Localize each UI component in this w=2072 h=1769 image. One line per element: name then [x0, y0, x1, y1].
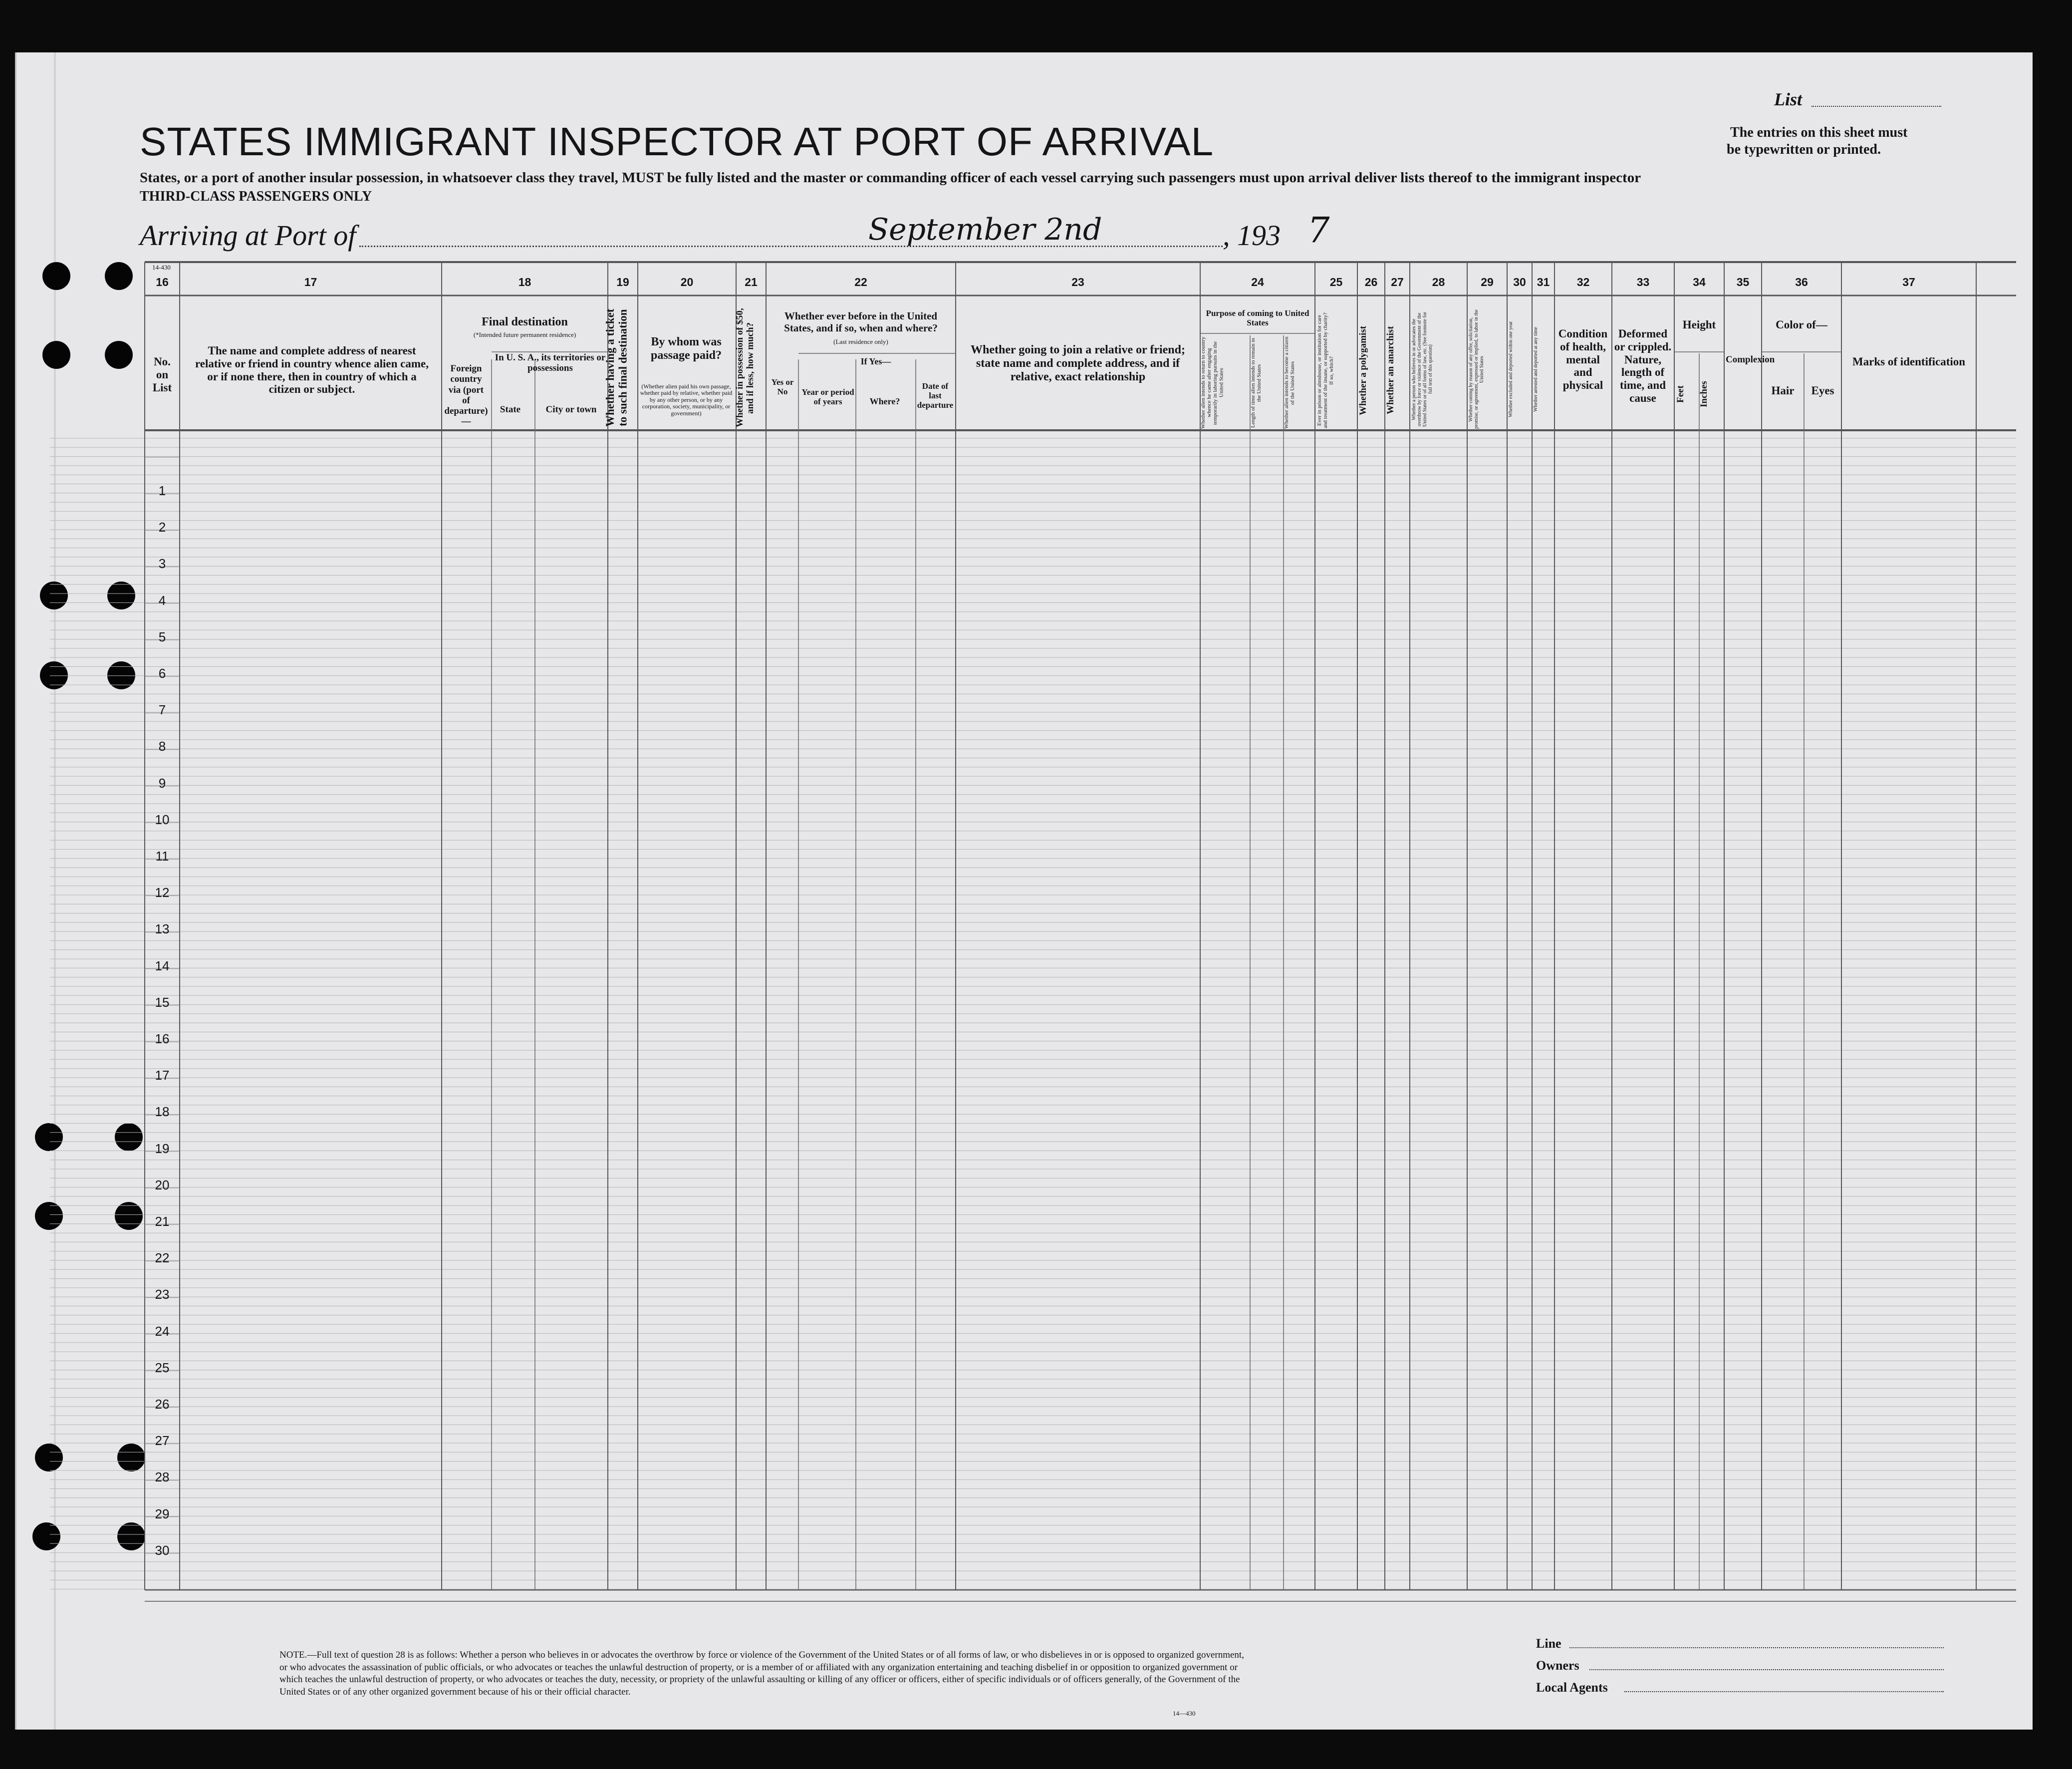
header-yes-no: Yes or No [771, 377, 794, 397]
line-label: Line [1536, 1636, 1561, 1651]
header-nearest-relative: The name and complete address of nearest relative or friend in country whence alien came, or if none there, then in country of which a citizen or subject. [195, 344, 429, 396]
col-number-30: 30 [1513, 276, 1526, 289]
row-number-24: 24 [155, 1323, 170, 1339]
header-in-usa: In U. S. A., its territories or possessions [495, 352, 606, 374]
col-number-20: 20 [680, 276, 694, 289]
row-number-3: 3 [158, 556, 166, 572]
header-eyes: Eyes [1811, 384, 1834, 397]
col-number-25: 25 [1329, 276, 1343, 289]
col-number-18: 18 [518, 276, 531, 289]
header-marks: Marks of identification [1852, 355, 1966, 368]
header-polygamist: Whether a polygamist [1358, 325, 1368, 415]
col-number-22: 22 [854, 276, 867, 289]
header-fifty-dollars: Whether in possession of $50, and if less, how much? [735, 308, 756, 428]
header-no-on-list: No. on List [152, 355, 172, 394]
subtitle: States, or a port of another insular possession, in whatsoever class they travel, MUST be fully listed and the master or commanding officer of each vessel carrying such passengers must upon arrival deliver lists thereof to the immigrant inspector [140, 170, 1641, 186]
header-last-residence: (Last residence only) [833, 338, 888, 345]
arrival-date-handwritten: September 2nd [868, 212, 1102, 247]
row-number-8: 8 [158, 739, 166, 754]
header-final-destination: Final destination [482, 315, 568, 328]
col-number-19: 19 [616, 276, 629, 289]
owners-label: Owners [1536, 1658, 1579, 1673]
col-number-16: 16 [156, 276, 169, 289]
row-number-17: 17 [155, 1068, 170, 1083]
col-number-24: 24 [1251, 276, 1264, 289]
col-number-33: 33 [1636, 276, 1650, 289]
header-arrested: Whether arrested and deported at any time [1533, 327, 1539, 412]
header-year-period: Year or period of years [801, 387, 854, 407]
col-number-21: 21 [745, 276, 758, 289]
footnote-question-28: NOTE.—Full text of question 28 is as follows: Whether a person who believes in or advocates the overthrow by force or violence of the Government of the United States or of all forms of law, or who disbelieves in or is opposed to organized government, or who advocates the assassination of public officials, or who advocates or teaches the unlawful destruction of property, or is a member of or affiliated with any organization entertaining and teaching disbelief in or opposition to organized government or which teaches the unlawful destruction of property, or who advocates or teaches the duty, necessity, or propriety of the unlawful assaulting or killing of any officer or officers, either of specific individuals or of officers generally, of the Government of the United States or of any other organized government because of his or their official character. [279, 1650, 1244, 1698]
col-number-29: 29 [1481, 276, 1494, 289]
col-number-26: 26 [1364, 276, 1378, 289]
row-number-7: 7 [158, 702, 166, 718]
row-number-21: 21 [155, 1214, 170, 1229]
owners-field [1589, 1669, 1944, 1670]
page-title: STATES IMMIGRANT INSPECTOR AT PORT OF ARRIVAL [140, 119, 1214, 164]
col-number-35: 35 [1736, 276, 1750, 289]
col-number-31: 31 [1537, 276, 1550, 289]
header-purpose: Purpose of coming to United States [1206, 308, 1309, 328]
row-number-29: 29 [155, 1506, 170, 1521]
header-ever-before-in-us: Whether ever before in the United States, and if so, when and where? [784, 310, 938, 334]
row-number-25: 25 [155, 1360, 170, 1375]
row-number-1: 1 [158, 483, 166, 498]
header-prison: Ever in prison or almshouse, or institution for care and treatment of the insane, or supported by charity? If so, which? [1316, 312, 1335, 428]
row-number-26: 26 [155, 1397, 170, 1412]
header-foreign-country: Foreign country via (port of departure)— [444, 363, 488, 427]
col-number-27: 27 [1391, 276, 1404, 289]
header-excluded: Whether excluded and deported within one year [1508, 321, 1514, 418]
row-number-27: 27 [155, 1433, 170, 1449]
col-number-17: 17 [304, 276, 317, 289]
year-printed: , 193 [1223, 219, 1281, 252]
header-if-yes: If Yes— [860, 356, 891, 366]
col-number-32: 32 [1576, 276, 1590, 289]
col-number-36: 36 [1795, 276, 1808, 289]
header-anarchist: Whether an anarchist [1385, 326, 1396, 415]
row-number-28: 28 [155, 1470, 170, 1485]
row-number-15: 15 [155, 994, 170, 1010]
header-purpose-return: Whether alien intends to return to country whence he came after engaging temporarily in laboring pursuits in the United States [1200, 336, 1225, 429]
header-join-relative: Whether going to join a relative or friend; state name and complete address, and if relative, exact relationship [971, 343, 1185, 383]
header-final-destination-note: (*Intended future permanent residence) [473, 331, 576, 338]
row-number-14: 14 [155, 958, 170, 973]
header-labor-offer: Whether coming by reason of any offer, solicitation, promise, or agreement, expressed or implied, to labor in the United States [1468, 309, 1485, 429]
header-city: City or town [545, 404, 597, 415]
row-number-22: 22 [155, 1250, 170, 1266]
row-number-30: 30 [155, 1542, 170, 1558]
header-height-feet: Feet [1675, 385, 1686, 403]
form-code-top: 14-430 [152, 264, 171, 271]
list-label: List [1774, 89, 1803, 109]
local-agents-label: Local Agents [1536, 1680, 1608, 1695]
row-number-2: 2 [158, 520, 166, 535]
line-field [1569, 1647, 1944, 1648]
typewritten-note-2: be typewritten or printed. [1727, 142, 1881, 157]
header-passage-paid: By whom was passage paid? [650, 335, 722, 362]
row-number-10: 10 [155, 812, 170, 827]
header-health: Condition of health, mental and physical [1558, 327, 1608, 391]
typewritten-note-1: The entries on this sheet must [1730, 125, 1908, 140]
col-number-28: 28 [1432, 276, 1445, 289]
header-height: Height [1682, 318, 1716, 331]
header-color-of: Color of— [1776, 318, 1827, 331]
header-where: Where? [869, 396, 900, 406]
year-handwritten: 7 [1307, 210, 1330, 251]
row-number-9: 9 [158, 775, 166, 791]
form-code-bottom: 14—430 [1173, 1710, 1196, 1717]
header-deformed: Deformed or crippled. Nature, length of time, and cause [1614, 327, 1672, 404]
header-overthrow: Whether a person who believes in or advocates the overthrow by force or violence of the Government of the United States or of all forms of law, etc. (See footnote for full text of this question) [1411, 311, 1433, 427]
col-number-34: 34 [1693, 276, 1706, 289]
header-height-inches: Inches [1699, 381, 1709, 408]
header-hair: Hair [1771, 384, 1795, 397]
col-number-23: 23 [1071, 276, 1084, 289]
row-number-13: 13 [155, 921, 170, 937]
row-number-20: 20 [155, 1177, 170, 1192]
arriving-label: Arriving at Port of [140, 219, 356, 252]
header-passage-paid-note: (Whether alien paid his own passage, whether paid by relative, whether paid by any other person, or by any corporation, society, municipality, or government) [640, 383, 733, 417]
col-number-37: 37 [1902, 276, 1915, 289]
header-purpose-length: Length of time alien intends to remain in the United States [1250, 338, 1263, 428]
row-number-16: 16 [155, 1031, 170, 1046]
row-number-19: 19 [155, 1141, 170, 1156]
header-state: State [500, 404, 521, 415]
header-complexion: Complexion [1726, 354, 1775, 365]
local-agents-field [1624, 1691, 1944, 1692]
row-number-5: 5 [158, 629, 166, 644]
header-ticket: Whether having a ticket to such final destination [604, 308, 629, 427]
class-note: THIRD-CLASS PASSENGERS ONLY [140, 189, 372, 204]
row-number-4: 4 [158, 592, 166, 608]
row-number-6: 6 [158, 666, 166, 681]
row-number-11: 11 [155, 849, 169, 864]
header-purpose-citizen: Whether alien intends to become a citizen of the United States [1284, 336, 1296, 429]
row-number-18: 18 [155, 1104, 170, 1120]
header-date-last-departure: Date of last departure [917, 381, 954, 410]
row-number-23: 23 [155, 1287, 170, 1302]
row-number-12: 12 [155, 885, 170, 900]
